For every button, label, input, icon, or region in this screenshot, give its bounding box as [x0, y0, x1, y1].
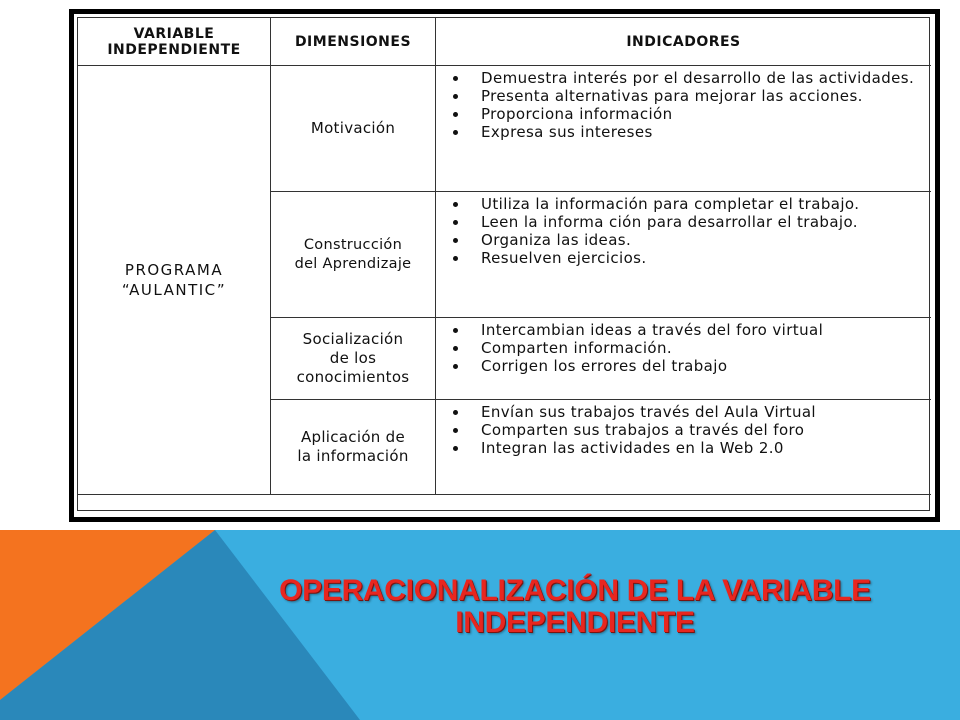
indicators-motivacion [436, 69, 931, 141]
dimension-construccion [271, 192, 435, 317]
dimension-aplicacion-line-1: Aplicación de [300, 428, 406, 446]
list-item: Presenta alternativas para mejorar las acciones. [436, 87, 931, 105]
bullet-icon [453, 410, 458, 415]
list-item: Integran las actividades en la Web 2.0 [436, 439, 931, 457]
dimension-socializacion-line-1: Socialización [302, 330, 404, 348]
slide-title [230, 575, 920, 639]
dimension-construccion-line-1: Construcción [303, 236, 403, 253]
list-item: Corrigen los errores del trabajo [436, 357, 931, 375]
bullet-icon [453, 328, 458, 333]
bullet-icon [453, 94, 458, 99]
list-item: Comparten información. [436, 339, 931, 357]
bullet-icon [453, 446, 458, 451]
list-item: Comparten sus trabajos a través del foro [436, 421, 931, 439]
variable-line-1: PROGRAMA [124, 261, 224, 279]
header-variable-line-2: INDEPENDIENTE [107, 41, 241, 58]
table-frame [69, 9, 940, 522]
list-item: Organiza las ideas. [436, 231, 931, 249]
title-line-1: OPERACIONALIZACIÓN DE LA VARIABLE [279, 574, 871, 607]
dimension-socializacion [271, 318, 435, 399]
bullet-icon [453, 428, 458, 433]
bullet-icon [453, 112, 458, 117]
dimension-socializacion-line-2: de los [329, 349, 377, 367]
indicators-socializacion [436, 321, 931, 375]
variable-line-2: “AULANTIC” [121, 281, 227, 299]
list-item: Utiliza la información para completar el trabajo. [436, 195, 931, 213]
bullet-icon [453, 346, 458, 351]
bullet-icon [453, 256, 458, 261]
indicators-aplicacion [436, 403, 931, 457]
list-item: Envían sus trabajos través del Aula Virtual [436, 403, 931, 421]
list-item: Intercambian ideas a través del foro virtual [436, 321, 931, 339]
dimension-aplicacion [271, 400, 435, 494]
list-item: Resuelven ejercicios. [436, 249, 931, 267]
variable-cell [78, 66, 270, 494]
header-variable [78, 18, 270, 65]
list-item: Leen la informa ción para desarrollar el trabajo. [436, 213, 931, 231]
dimension-aplicacion-line-2: la información [297, 447, 409, 465]
bullet-icon [453, 76, 458, 81]
footer-divider [78, 494, 931, 495]
list-item: Demuestra interés por el desarrollo de las actividades. [436, 69, 931, 87]
header-dimensiones: DIMENSIONES [294, 33, 412, 50]
dimension-socializacion-line-3: conocimientos [296, 368, 410, 386]
dimension-motivacion: Motivación [310, 119, 396, 137]
bullet-icon [453, 130, 458, 135]
list-item: Proporciona información [436, 105, 931, 123]
operationalization-table [77, 17, 930, 511]
bullet-icon [453, 364, 458, 369]
indicators-construccion [436, 195, 931, 267]
header-indicadores: INDICADORES [626, 33, 741, 50]
bullet-icon [453, 238, 458, 243]
list-item: Expresa sus intereses [436, 123, 931, 141]
title-line-2: INDEPENDIENTE [455, 606, 695, 639]
table-inner [74, 14, 935, 517]
header-variable-line-1: VARIABLE [133, 25, 215, 42]
dimension-construccion-line-2: del Aprendizaje [294, 255, 412, 272]
bullet-icon [453, 220, 458, 225]
bullet-icon [453, 202, 458, 207]
